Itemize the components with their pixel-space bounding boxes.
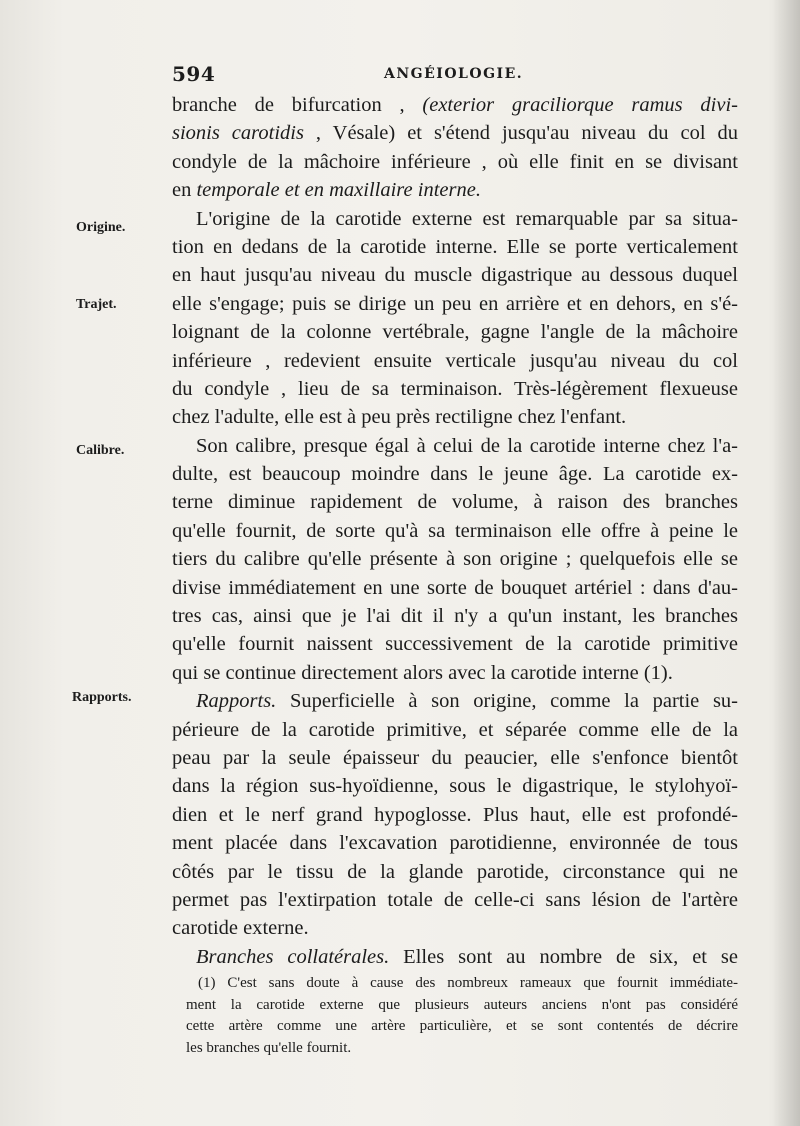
italic-phrase: sionis carotidis (172, 122, 304, 145)
footnote-line: cette artère comme une artère particulière, et se sont contentés de décrire (186, 1018, 738, 1034)
italic-phrase: Branches collatérales. (196, 945, 390, 968)
text-line: permet pas l'extirpation totale de celle-ci sans lésion de l'artère (172, 888, 738, 911)
text-line: en temporale et en maxillaire interne. (172, 179, 481, 202)
text-line: qu'elle fournit, de sorte qu'à sa terminaison elle offre à peine le (172, 519, 738, 542)
text-line: chez l'adulte, elle est à peu près rectiligne chez l'enfant. (172, 406, 627, 429)
text-line: en haut jusqu'au niveau du muscle digastrique au dessous duquel (172, 264, 738, 287)
page-header (172, 62, 720, 84)
page-fold-shadow (772, 0, 800, 1126)
text-line: peau par la seule épaisseur du peaucier, elle s'enfonce bientôt (172, 746, 738, 769)
text-line: sionis carotidis , Vésale) et s'étend jusqu'au niveau du col du (172, 122, 738, 145)
text-line: inférieure , redevient ensuite verticale jusqu'au niveau du col (172, 349, 738, 372)
text-line: dans la région sus-hyoïdienne, sous le digastrique, le stylohyoï- (172, 775, 738, 798)
page-number: 594 (172, 62, 216, 86)
italic-phrase: Rapports. (196, 690, 277, 713)
text-line: Branches collatérales. Elles sont au nombre de six, et se (196, 945, 739, 968)
text-line: divise immédiatement en une sorte de bouquet artériel : dans d'au- (172, 576, 738, 599)
text-line: dulte, est beaucoup moindre dans le jeune âge. La carotide ex- (172, 463, 738, 486)
text-line: elle s'engage; puis se dirige un peu en arrière et en dehors, en s'é- (172, 292, 738, 315)
italic-phrase: temporale et en maxillaire interne. (196, 179, 481, 202)
text-line: Rapports. Superficielle à son origine, comme la partie su- (196, 690, 738, 713)
footnote (186, 973, 738, 1059)
text-line: Son calibre, presque égal à celui de la carotide interne chez l'a- (196, 434, 738, 457)
text-line: du condyle , lieu de sa terminaison. Très-légèrement flexueuse (172, 377, 738, 400)
running-title: ANGÉIOLOGIE. (384, 66, 524, 82)
margin-note-rapports: Rapports. (72, 690, 132, 705)
text-line: tion en dedans de la carotide interne. Elle se porte verticalement (172, 235, 738, 258)
text-line: condyle de la mâchoire inférieure , où elle finit en se divisant (172, 150, 738, 173)
footnote-line: (1) C'est sans doute à cause des nombreux rameaux que fournit immédiate- (198, 975, 738, 991)
text-line: tiers du calibre qu'elle présente à son origine ; quelquefois elle se (172, 548, 738, 571)
text-line: branche de bifurcation , (exterior graciliorque ramus divi- (172, 94, 738, 116)
body-text (172, 91, 738, 971)
margin-note-origine: Origine. (76, 220, 126, 235)
margin-note-trajet: Trajet. (76, 297, 117, 312)
text-line: tres cas, ainsi que je l'ai dit il n'y a qu'un instant, les branches (172, 605, 738, 628)
text-line: ment placée dans l'excavation parotidienne, environnée de tous (172, 832, 738, 855)
text-line: L'origine de la carotide externe est remarquable par sa situa- (196, 207, 738, 230)
text-line: périeure de la carotide primitive, et séparée comme elle de la (172, 718, 738, 741)
footnote-line: les branches qu'elle fournit. (186, 1039, 352, 1056)
text-line: qui se continue directement alors avec la carotide interne (1). (172, 661, 673, 684)
text-line: côtés par le tissu de la glande parotide, circonstance qui ne (172, 860, 738, 883)
text-line: loignant de la colonne vertébrale, gagne l'angle de la mâchoire (172, 321, 738, 344)
footnote-line: ment la carotide externe que plusieurs auteurs anciens n'ont pas considéré (186, 996, 738, 1013)
italic-phrase: (exterior graciliorque ramus divi- (422, 94, 738, 116)
margin-note-calibre: Calibre. (76, 443, 125, 458)
text-line: terne diminue rapidement de volume, à raison des branches (172, 491, 738, 514)
text-line: qu'elle fournit naissent successivement de la carotide primitive (172, 633, 738, 656)
text-line: carotide externe. (172, 917, 309, 940)
text-line: dien et le nerf grand hypoglosse. Plus haut, elle est profondé- (172, 803, 738, 826)
